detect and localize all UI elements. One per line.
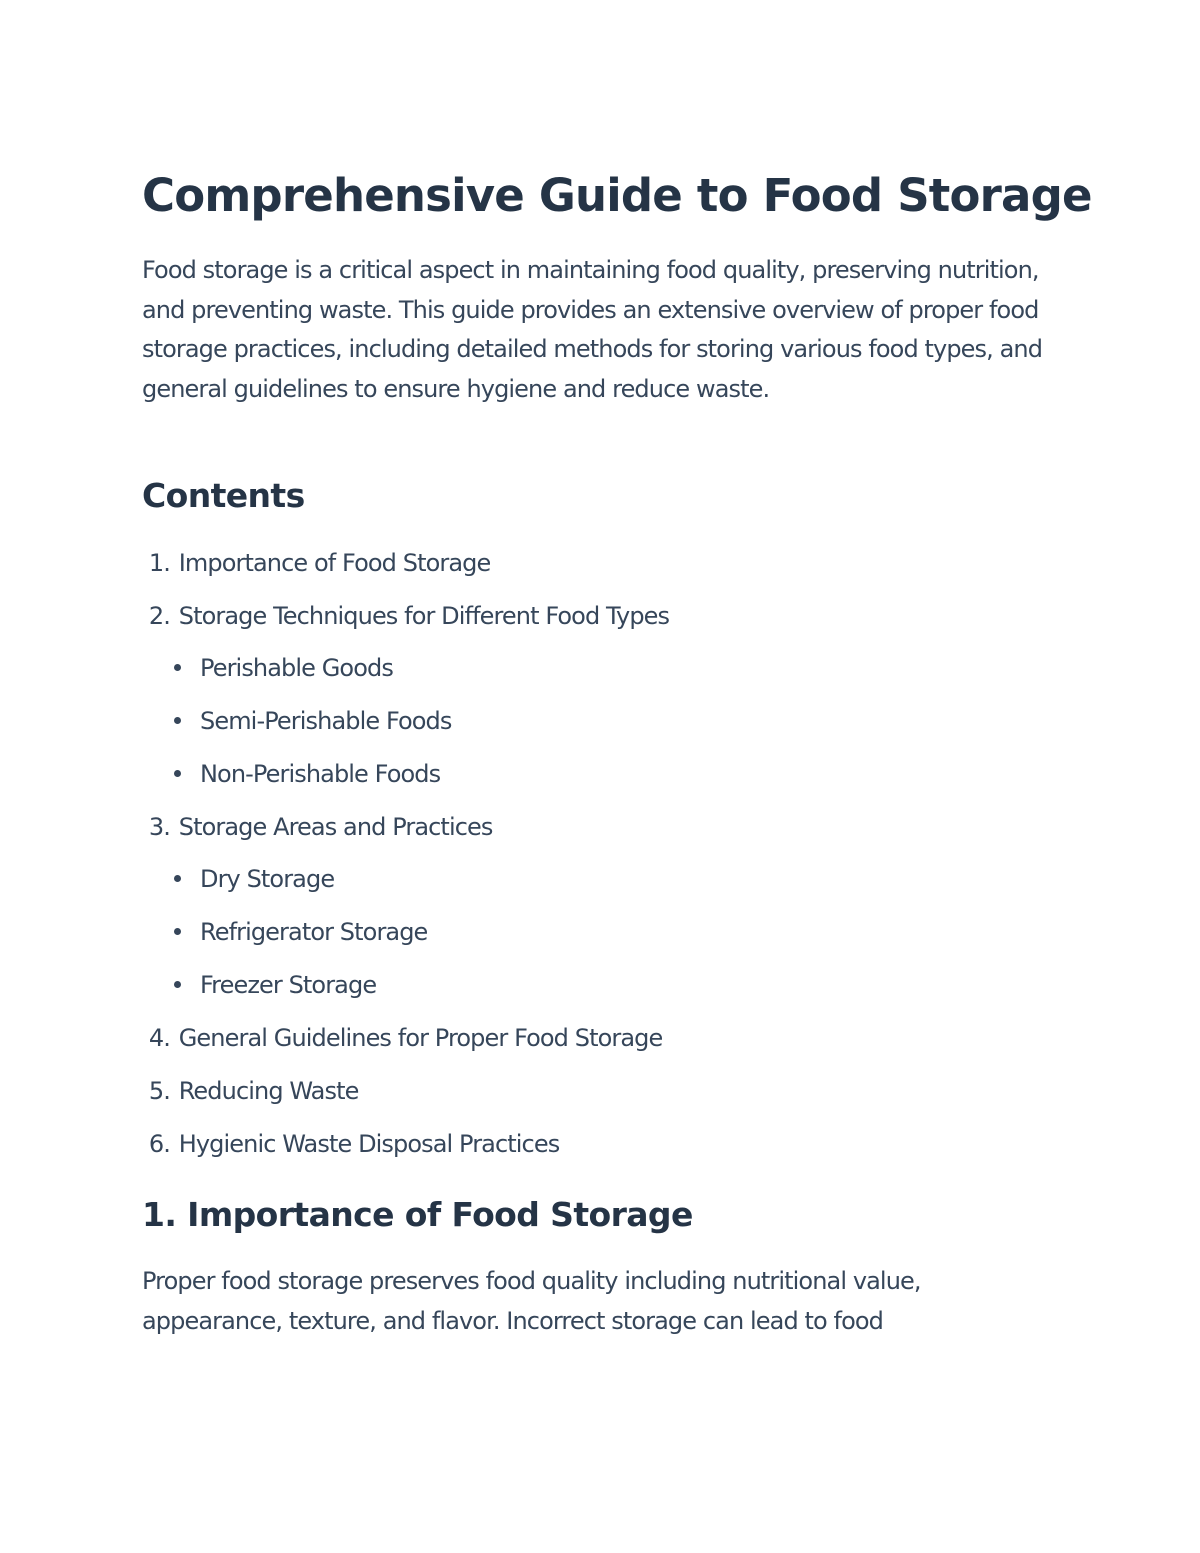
toc-item-label: Reducing Waste (178, 1077, 359, 1105)
toc-subitem-freezer-storage[interactable] (142, 962, 669, 1008)
toc-item-number: 4. (148, 1024, 170, 1052)
toc-subitem-semi-perishable[interactable] (142, 698, 669, 744)
toc-subitem-label: Refrigerator Storage (200, 918, 428, 946)
toc-subitem-label: Semi-Perishable Foods (200, 707, 452, 735)
bullet-icon (174, 770, 181, 777)
toc-item-label: Storage Techniques for Different Food Types (178, 602, 670, 630)
toc-item-number: 2. (148, 602, 170, 630)
bullet-icon (174, 875, 181, 882)
toc-item-label: General Guidelines for Proper Food Storage (178, 1024, 663, 1052)
toc-item-waste-disposal[interactable] (142, 1121, 669, 1167)
toc-item-number: 6. (148, 1130, 170, 1158)
toc-sublist (142, 856, 669, 1008)
toc-subitem-label: Perishable Goods (200, 654, 393, 682)
toc-subitem-non-perishable[interactable] (142, 751, 669, 797)
toc-item-label: Hygienic Waste Disposal Practices (178, 1130, 560, 1158)
toc-subitem-refrigerator-storage[interactable] (142, 909, 669, 955)
toc-item-number: 1. (148, 549, 170, 577)
toc-sublist (142, 645, 669, 797)
toc-item-label: Importance of Food Storage (178, 549, 491, 577)
bullet-icon (174, 928, 181, 935)
toc-item-importance[interactable] (142, 540, 669, 586)
toc-item-storage-areas[interactable] (142, 804, 669, 1008)
section-heading-importance: 1. Importance of Food Storage (142, 1195, 693, 1234)
toc-item-general-guidelines[interactable] (142, 1015, 669, 1061)
section-paragraph-importance: Proper food storage preserves food quality including nutritional value, appearance, texture, and flavor. Incorrect storage can lead to food (142, 1267, 921, 1335)
toc-item-label: Storage Areas and Practices (178, 813, 493, 841)
toc-item-number: 5. (148, 1077, 170, 1105)
contents-heading: Contents (142, 476, 305, 515)
table-of-contents (142, 540, 669, 1174)
toc-item-storage-techniques[interactable] (142, 593, 669, 797)
toc-subitem-perishable[interactable] (142, 645, 669, 691)
toc-subitem-dry-storage[interactable] (142, 856, 669, 902)
toc-item-reducing-waste[interactable] (142, 1068, 669, 1114)
toc-subitem-label: Dry Storage (200, 865, 335, 893)
toc-subitem-label: Freezer Storage (200, 971, 377, 999)
bullet-icon (174, 717, 181, 724)
toc-item-number: 3. (148, 813, 170, 841)
page-title: Comprehensive Guide to Food Storage (142, 169, 1092, 222)
intro-paragraph: Food storage is a critical aspect in maintaining food quality, preserving nutrition, and preventing waste. This guide provides an extensive overview of proper food storage practices, including detailed methods for storing various food types, and general guidelines to ensure hygiene and reduce waste. (142, 256, 1043, 403)
bullet-icon (174, 664, 181, 671)
bullet-icon (174, 981, 181, 988)
toc-subitem-label: Non-Perishable Foods (200, 760, 441, 788)
